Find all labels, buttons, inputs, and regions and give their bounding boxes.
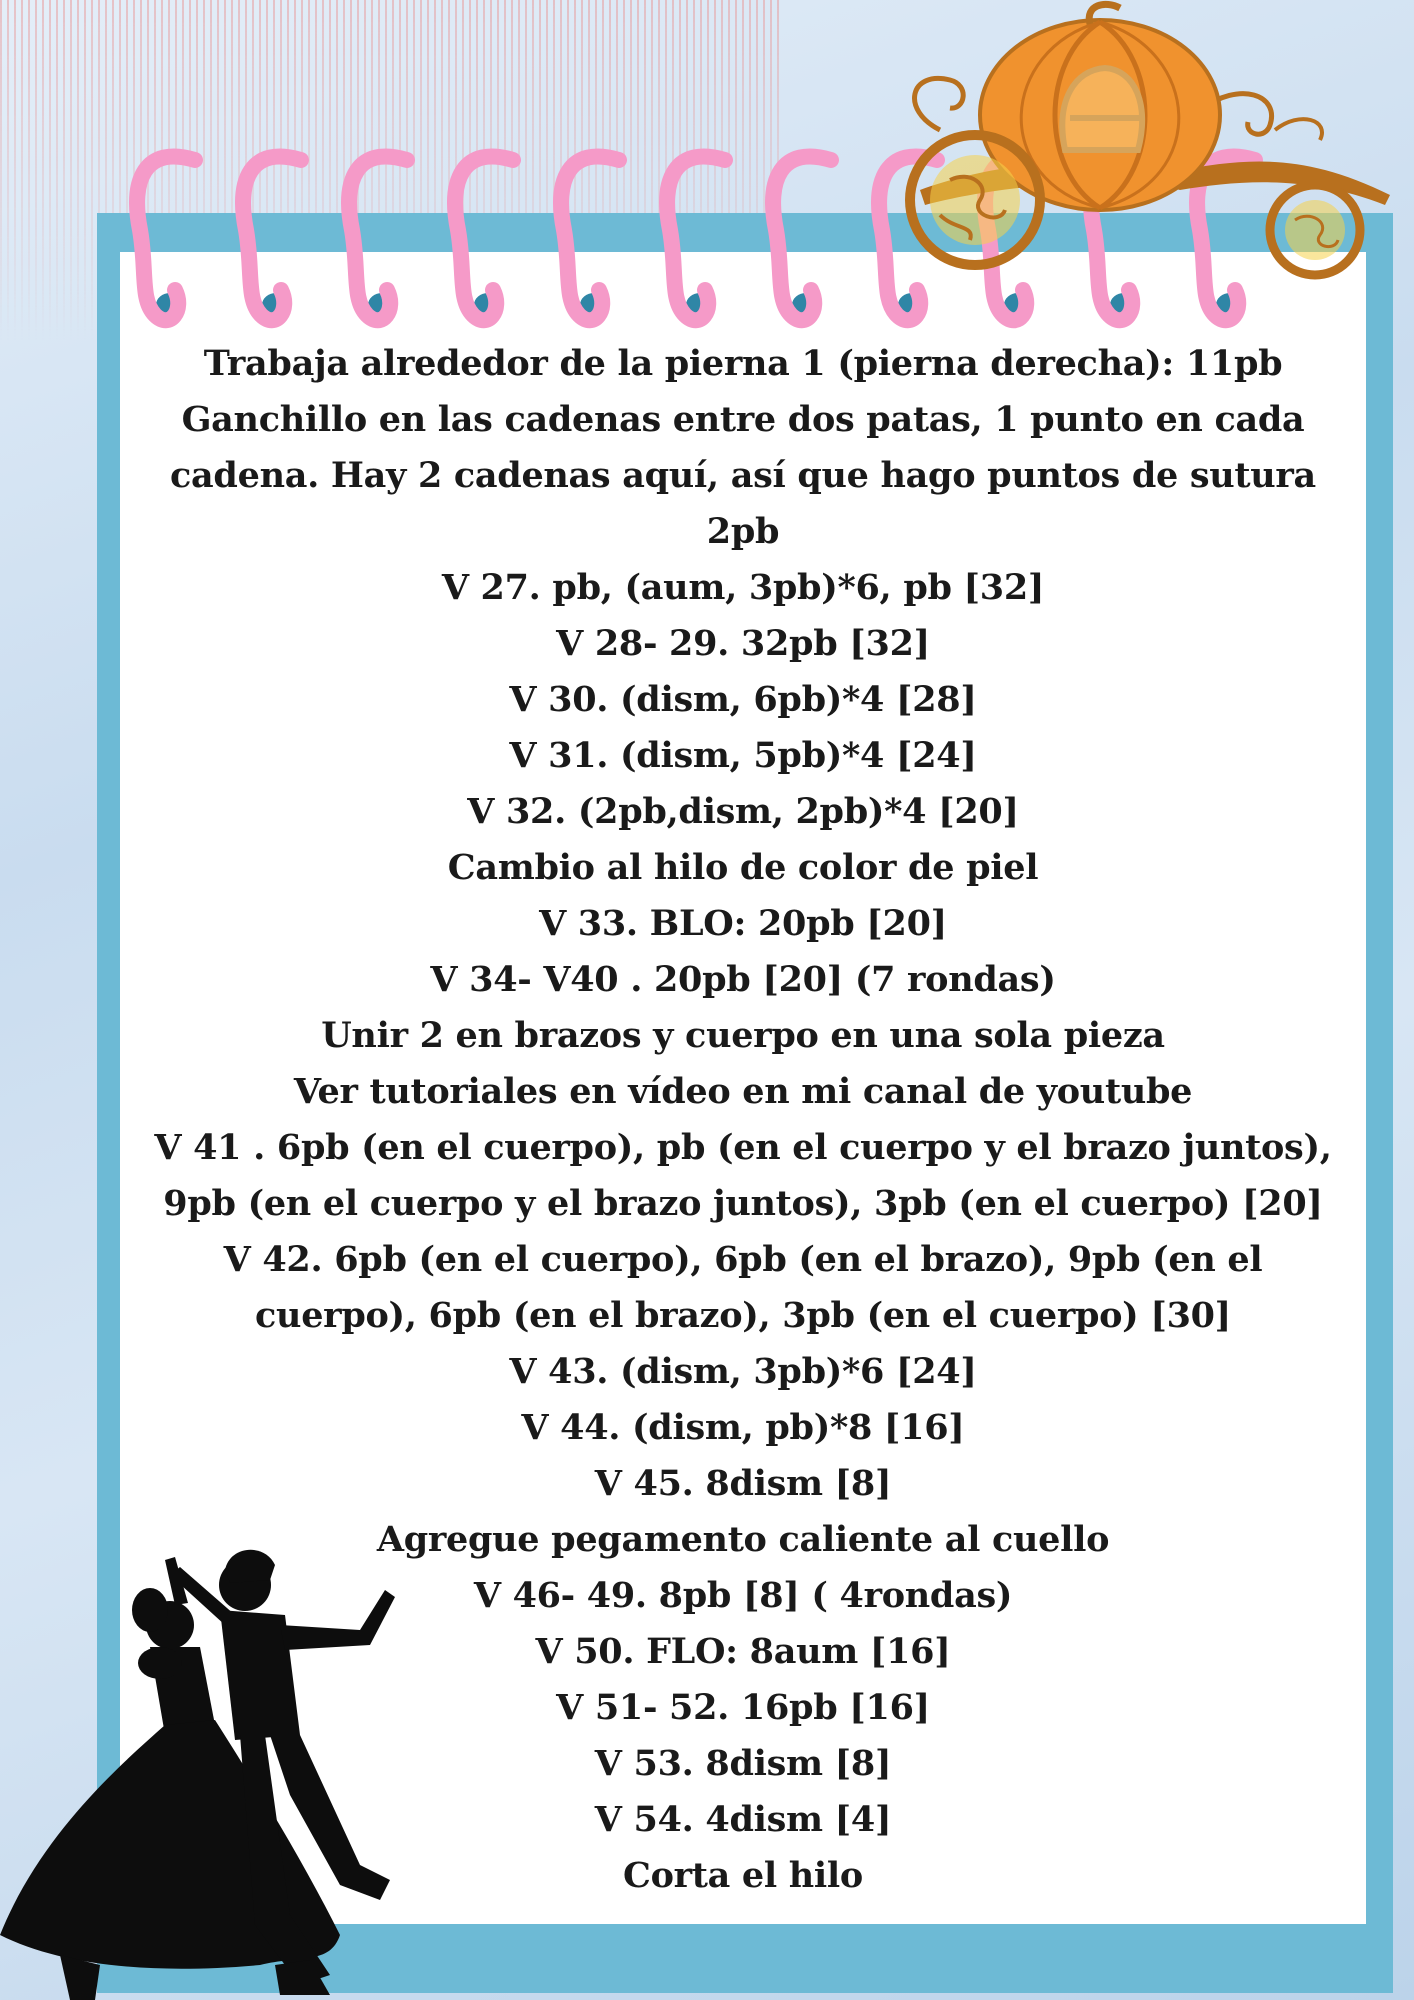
instruction-line: V 31. (dism, 5pb)*4 [24] [509,735,977,776]
instruction-line: Trabaja alrededor de la pierna 1 (pierna derecha): 11pb [203,343,1283,384]
instruction-line: Ver tutoriales en vídeo en mi canal de youtube [293,1071,1193,1112]
instruction-line: V 32. (2pb,dism, 2pb)*4 [20] [467,791,1019,832]
instruction-line: Ganchillo en las cadenas entre dos patas, 1 punto en cada [181,399,1305,440]
instruction-line: V 30. (dism, 6pb)*4 [28] [509,679,977,720]
instruction-line: V 34- V40 . 20pb [20] (7 rondas) [430,959,1056,1000]
pumpkin-carriage-icon [880,0,1400,300]
instruction-line: V 45. 8dism [8] [594,1463,892,1504]
instruction-line: 2pb [706,511,780,552]
instruction-line: Unir 2 en brazos y cuerpo en una sola pieza [321,1015,1165,1056]
instruction-line: V 42. 6pb (en el cuerpo), 6pb (en el brazo), 9pb (en el [223,1239,1263,1280]
instruction-line: V 51- 52. 16pb [16] [556,1687,930,1728]
instruction-line: V 54. 4dism [4] [594,1799,892,1840]
pattern-instructions [140,336,1346,1904]
instruction-line: V 27. pb, (aum, 3pb)*6, pb [32] [441,567,1045,608]
instruction-line: V 53. 8dism [8] [594,1743,892,1784]
instruction-line: V 50. FLO: 8aum [16] [535,1631,951,1672]
instruction-line: 9pb (en el cuerpo y el brazo juntos), 3pb (en el cuerpo) [20] [163,1183,1323,1224]
instruction-line: cadena. Hay 2 cadenas aquí, así que hago puntos de sutura [170,455,1316,496]
instruction-line: Agregue pegamento caliente al cuello [376,1519,1110,1560]
instruction-line: V 33. BLO: 20pb [20] [539,903,947,944]
instruction-line: Cambio al hilo de color de piel [447,847,1039,888]
instruction-line: V 46- 49. 8pb [8] ( 4rondas) [473,1575,1013,1616]
instruction-line: V 28- 29. 32pb [32] [556,623,930,664]
instruction-line: V 41 . 6pb (en el cuerpo), pb (en el cuerpo y el brazo juntos), [154,1127,1332,1168]
instruction-line: V 44. (dism, pb)*8 [16] [521,1407,965,1448]
instruction-line: Corta el hilo [623,1855,863,1896]
instruction-line: cuerpo), 6pb (en el brazo), 3pb (en el cuerpo) [30] [255,1295,1231,1336]
instruction-line: V 43. (dism, 3pb)*6 [24] [509,1351,977,1392]
